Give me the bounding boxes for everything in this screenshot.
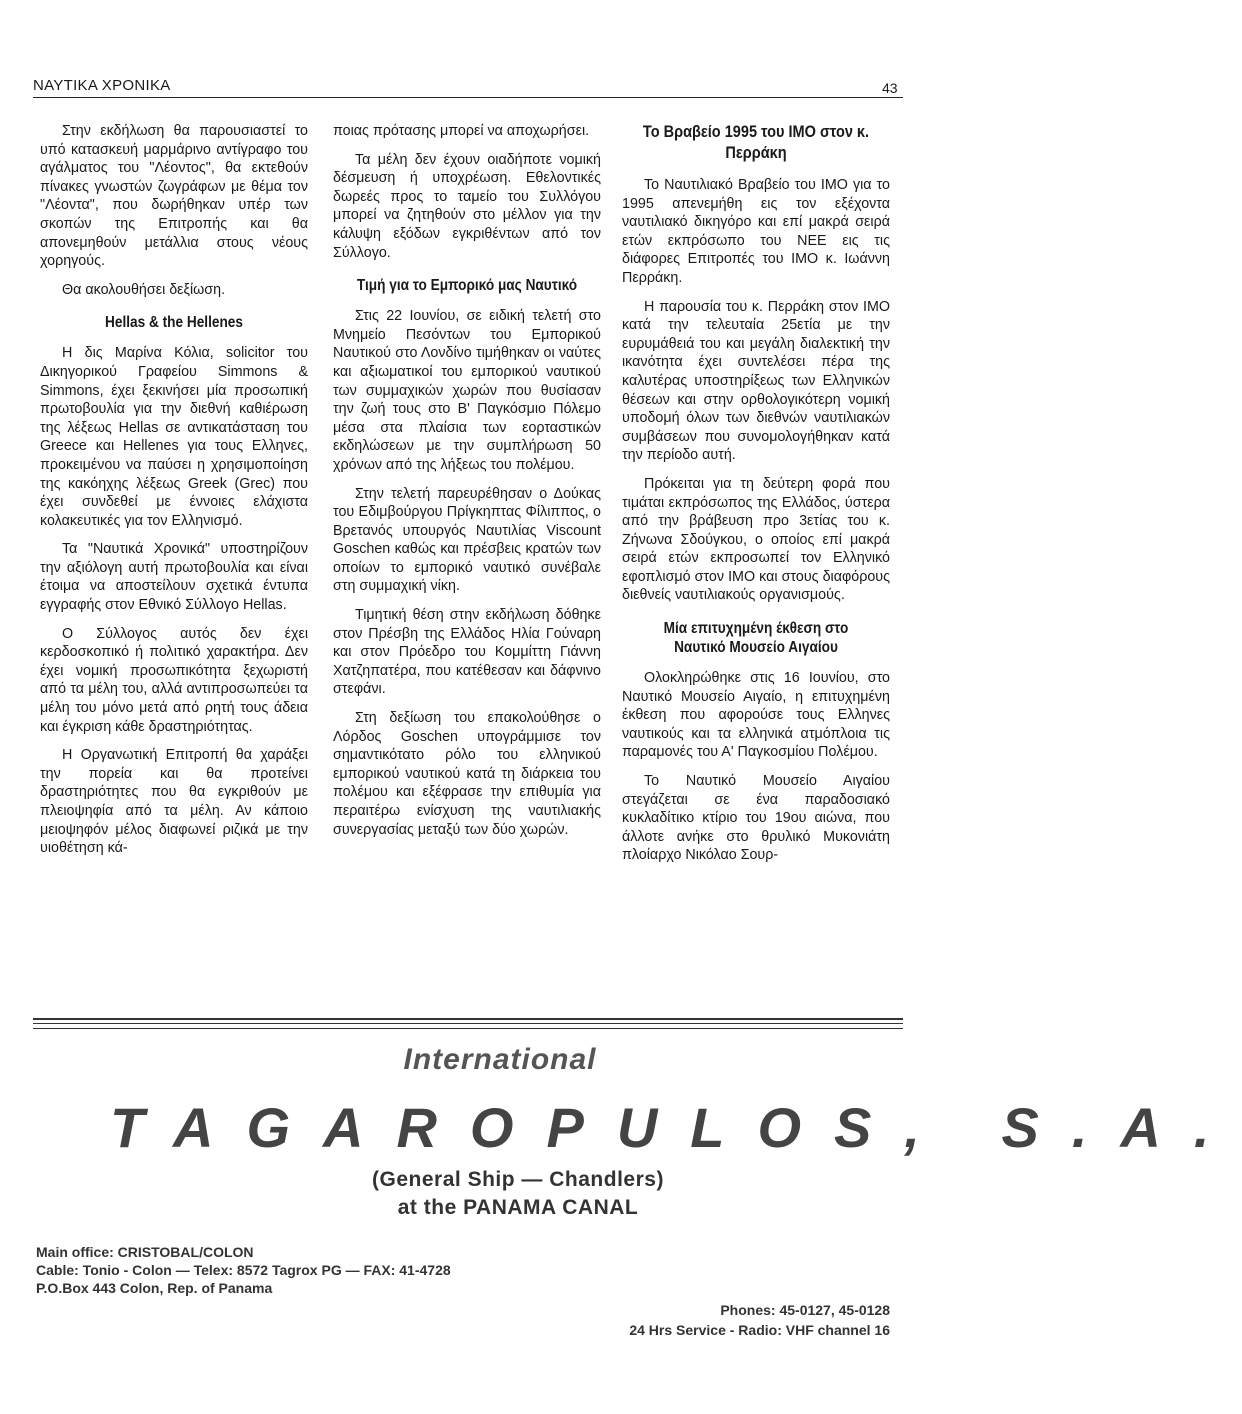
paragraph: Τιμητική θέση στην εκδήλωση δόθηκε στον Πρέσβη της Ελλάδος Ηλία Γούναρη και στον Πρόεδρο του Κομμίττη Γιάννη Χατζηπατέρα, που κατέθεσαν και δάφνινο στεφάνι.	[333, 607, 601, 698]
ad-top-rule	[33, 1018, 903, 1020]
ad-contact-left	[36, 1243, 451, 1297]
article-heading-merchant-navy: Τιμή για το Εμπορικό μας Ναυτικό	[356, 277, 578, 295]
paragraph: Η δις Μαρίνα Κόλια, solicitor του Δικηγορικού Γραφείου Simmons & Simmons, έχει ξεκινήσει μία προσωπική πρωτοβουλία για την διεθνή καθιέρωση της λέξεως Hellas σε αντικατάσταση του Greece και Hellenes για τους Ελληνες, προκειμένου να παύσει η χρησιμοποίηση της κακόηχης λέξεως Greek (Grec) που έχει συνδεθεί με έννοιες ελάχιστα κολακευτικές για τον Ελληνισμό.	[40, 345, 308, 529]
ad-main-office: Main office: CRISTOBAL/COLON	[36, 1244, 254, 1260]
paragraph: Η παρουσία του κ. Περράκη στον ΙΜΟ κατά την τελευταία 25ετία με την ευρυμάθειά του και μεγάλη διαλεκτική την ικανότητα έχει συντελέσει πέρα της καλυτέρας υποστηρίξεως των Ελληνικών θέσεων και στην ορθολογικότερη νομική υποδομή όλων των διεθνών ναυτιλιακών συμβάσεων που συνομολογήθηκαν κατά την περίοδο αυτή.	[622, 298, 890, 464]
article-heading-imo-award: Το Βραβείο 1995 του ΙΜΟ στον κ. Περράκη	[642, 123, 870, 162]
ad-cable-telex-fax: Cable: Tonio - Colon — Telex: 8572 Tagrox PG — FAX: 41-4728	[36, 1262, 451, 1278]
page-number: 43	[882, 80, 898, 96]
paragraph: Τα "Ναυτικά Χρονικά" υποστηρίζουν την αξιόλογη αυτή πρωτοβουλία και είναι έτοιμα να αποστείλουν σχετικά έντυπα εγγραφής στον Εθνικό Σύλλογο Hellas.	[40, 541, 308, 614]
magazine-title: ΝΑΥΤΙΚΑ ΧΡΟΝΙΚΑ	[33, 77, 171, 94]
paragraph: Πρόκειται για τη δεύτερη φορά που τιμάται εκπρόσωπος της Ελλάδος, ύστερα από την βράβευση προ 3ετίας του κ. Ζήνωνα Σδούγκου, ο οποίος επί μακρά σειρά ετών εκπροσωπεί τον Ελληνικό εφοπλισμό στον ΙΜΟ και στους διαφόρους διεθνείς ναυτιλιακούς οργανισμούς.	[622, 475, 890, 604]
article-heading-hellas: Hellas & the Hellenes	[105, 314, 243, 332]
ad-company-name: TAGAROPULOS, S.A.	[110, 1096, 1242, 1159]
ad-top-rule-thin	[33, 1023, 903, 1024]
paragraph: Τα μέλη δεν έχουν οιαδήποτε νομική δέσμευση ή υποχρέωση. Εθελοντικές δωρεές προς το ταμείο του Συλλόγου μπορεί να ζητηθούν στο μέλλον για την κάλυψη εξόδων εγκριθέντων από τον Σύλλογο.	[333, 151, 601, 261]
paragraph: Θα ακολουθήσει δεξίωση.	[62, 281, 226, 298]
paragraph: Η Οργανωτική Επιτροπή θα χαράξει την πορεία και θα προτείνει δραστηριότητες που θα εγκριθούν με πλειοψηφία από τα μέλη. Αν κάποιο μειοψηφόν μέλος διαφωνεί ριζικά με την υιοθέτηση κά-	[40, 747, 308, 857]
ad-international-label: International	[403, 1043, 597, 1076]
paragraph: Ολοκληρώθηκε στις 16 Ιουνίου, στο Ναυτικό Μουσείο Αιγαίο, η επιτυχημένη έκθεση που αφορούσε τους Ελληνες ναυτικούς και τα ελληνικά ατμόπλοια τις παραμονές του Α' Παγκοσμίου Πολέμου.	[622, 670, 890, 761]
paragraph: Στις 22 Ιουνίου, σε ειδική τελετή στο Μνημείο Πεσόντων του Εμπορικού Ναυτικού στο Λονδίνο τιμήθηκαν οι ναύτες και αξιωματικοί του εμπορικού ναυτικού των συμμαχικών χωρών που θυσίασαν την ζωή τους στο Β' Παγκόσμιο Πόλεμο μέσα στα πλαίσια των εορταστικών εκδηλώσεων με την συμπλήρωση 50 χρόνων από της λήξεως του πολέμου.	[333, 308, 601, 473]
ad-contact-right	[560, 1300, 890, 1340]
paragraph: Στην εκδήλωση θα παρουσιαστεί το υπό κατασκευή μαρμάρινο αντίγραφο του αγάλματος του "Λέοντος", θα εκτεθούν πίνακες γνωστών ζωγράφων με θέμα τον "Λέοντα", που δωρήθηκαν υπέρ των σκοπών της Επιτροπής και θα απονεμηθούν μετάλλια στους νέους χορηγούς.	[40, 123, 308, 270]
article-column-1	[40, 122, 308, 868]
article-column-2	[333, 122, 601, 849]
ad-location: at the PANAMA CANAL	[397, 1196, 639, 1219]
ad-subtitle: (General Ship — Chandlers)	[372, 1168, 664, 1191]
paragraph: Το Ναυτικό Μουσείο Αιγαίου στεγάζεται σε ένα παραδοσιακό κυκλαδίτικο κτίριο του 19ου αιώνα, που άλλοτε ανήκε στο θρυλικό Μυκονιάτη πλοίαρχο Νικόλαο Σουρ-	[622, 773, 890, 864]
ad-top-rule-thin	[33, 1028, 903, 1029]
ad-phones: Phones: 45-0127, 45-0128	[720, 1302, 890, 1318]
header-divider	[33, 97, 903, 98]
paragraph: Ο Σύλλογος αυτός δεν έχει κερδοσκοπικό ή πολιτικό χαρακτήρα. Δεν έχει νομική προσωπικότητα ξεχωριστή από τα μέλη του, αλλά αντιπροσωπεύει τα μέλη του μόνο μετά από ρητή τους άδεια και έγκριση κάθε δραστηριότητας.	[40, 625, 308, 735]
paragraph: ποιας πρότασης μπορεί να αποχωρήσει.	[333, 123, 590, 139]
paragraph: Στην τελετή παρευρέθησαν ο Δούκας του Εδιμβούργου Πρίγκηπτας Φίλιππος, ο Βρετανός υπουργός Ναυτιλίας Viscount Goschen καθώς και πρέσβεις κρατών των οποίων το εμπορικό ναυτικό συνέβαλε στη συμμαχική νίκη.	[333, 485, 601, 595]
paragraph: Το Ναυτιλιακό Βραβείο του ΙΜΟ για το 1995 απενεμήθη εις τον εξέχοντα ναυτιλιακό δικηγόρο και επί μακρά σειρά ετών εκπρόσωπο του ΝΕΕ εις τις διάφορες Επιτροπές του ΙΜΟ κ. Ιωάννη Περράκη.	[622, 177, 890, 286]
article-heading-museum-exhibition: Μία επιτυχημένη έκθεση στο Ναυτικό Μουσείο Αιγαίου	[663, 620, 849, 657]
paragraph: Στη δεξίωση του επακολούθησε ο Λόρδος Goschen υπογράμμισε τον σημαντικότατο ρόλο του ελληνικού εμπορικού ναυτικού κατά τη διάρκεια του πολέμου και εξέφρασε την επιθυμία για περαιτέρω ενίσχυση της ναυτιλιακής συνεργασίας μεταξύ των δύο χωρών.	[333, 710, 601, 838]
ad-service: 24 Hrs Service - Radio: VHF channel 16	[629, 1322, 890, 1338]
article-column-3	[622, 122, 890, 875]
ad-pobox: P.O.Box 443 Colon, Rep. of Panama	[36, 1280, 273, 1296]
